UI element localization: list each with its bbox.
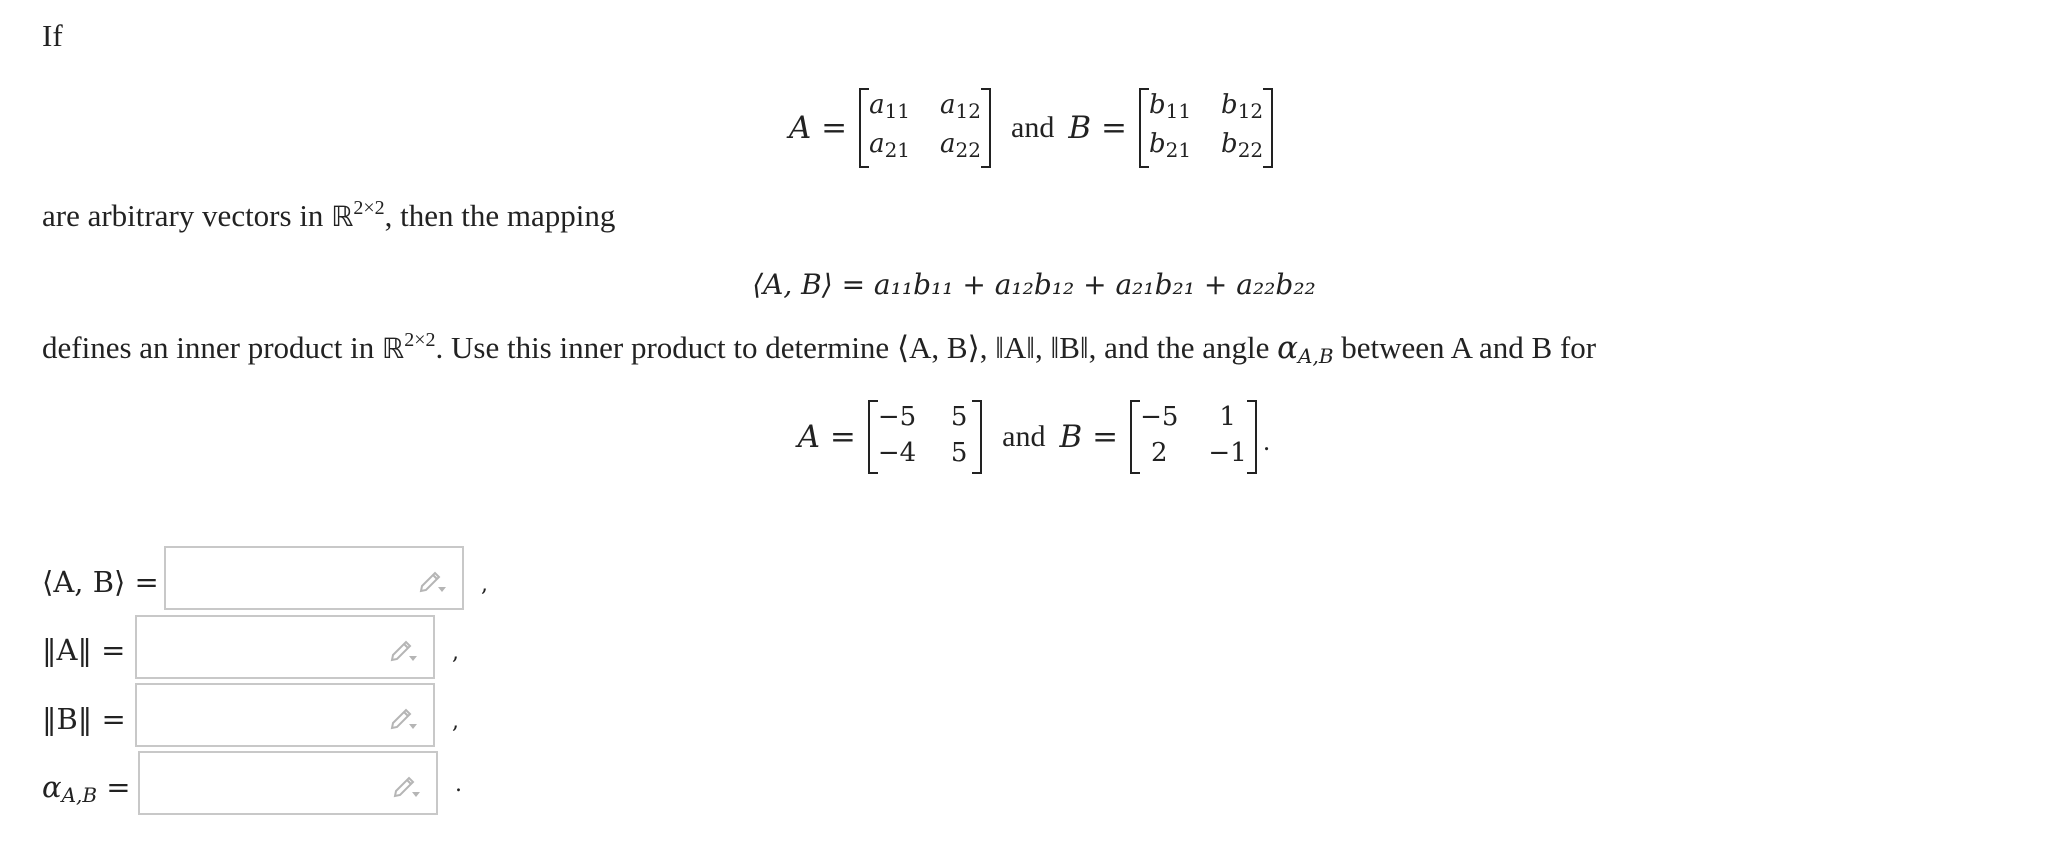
sentence3-before: defines an inner product in (42, 330, 383, 365)
alpha-label: α (42, 770, 62, 804)
matrix-a-value: −4 (877, 438, 917, 468)
answer-comma: , (452, 709, 459, 734)
real-space-exponent: 2×2 (353, 197, 385, 219)
sentence3-middle: . Use this inner product to determine ⟨A, B⟩, ‖A‖, ‖B‖, and the angle (435, 330, 1278, 365)
inner-product-formula (0, 262, 2068, 306)
matrix-cell-text: 21 (1165, 138, 1192, 162)
matrix-b-value: 2 (1150, 438, 1168, 468)
alpha-label-equals: = (97, 770, 131, 804)
lhs-b-specific: B = (1059, 419, 1119, 455)
matrix-a-cell: $a_{22}$ (940, 129, 981, 162)
inner-product-formula-text: ⟨A, B⟩ = a₁₁b₁₁ + a₁₂b₁₂ + a₂₁b₂₁ + a₂₂b₂₂ (752, 267, 1316, 301)
trailing-period: . (1262, 428, 1271, 456)
sentence-defines-inner-product (42, 330, 1596, 366)
lhs-a-specific: A = (797, 419, 856, 455)
general-matrix-a (859, 88, 991, 168)
matrix-a-cell: $a_{12}$ (940, 90, 981, 123)
answer-comma: , (481, 572, 488, 597)
specific-matrices-display (0, 396, 2068, 478)
pencil-dropdown-icon[interactable] (392, 771, 422, 799)
matrix-cell-text: 22 (1237, 138, 1264, 162)
sentence3-end: between A and B for (1333, 330, 1597, 365)
real-space-symbol: ℝ (331, 200, 354, 233)
pencil-dropdown-icon[interactable] (418, 566, 448, 594)
norm-b-answer-box[interactable] (135, 683, 435, 747)
angle-answer-box[interactable] (138, 751, 438, 815)
answer-label-norm-b: ‖B‖ = (42, 702, 126, 736)
lhs-b-general: B = (1068, 110, 1127, 146)
matrix-a-cell: $a_{11}$ (869, 90, 911, 123)
sentence-arbitrary-vectors (42, 198, 615, 231)
answer-label-inner-product: ⟨A, B⟩ = (42, 565, 159, 599)
alpha-symbol: α (1277, 330, 1299, 366)
alpha-label-subscript: A,B (61, 783, 98, 807)
sentence2-before: are arbitrary vectors in (42, 198, 332, 233)
matrix-b-cell: $b_{11}$ (1148, 90, 1192, 123)
answer-label-norm-a: ‖A‖ = (42, 633, 126, 667)
intro-if: If (42, 18, 63, 53)
and-word-general: and (1011, 111, 1055, 144)
matrix-a-value: −5 (877, 402, 917, 432)
specific-matrix-b (1130, 400, 1257, 474)
matrix-cell-text: 22 (955, 138, 981, 162)
norm-a-answer-box[interactable] (135, 615, 435, 679)
pencil-dropdown-icon[interactable] (389, 635, 419, 663)
general-matrix-b (1139, 88, 1273, 168)
matrix-cell-text: 12 (955, 99, 981, 123)
matrix-a-value: 5 (950, 402, 968, 432)
matrix-b-value: 1 (1219, 402, 1236, 432)
and-word-specific: and (1002, 420, 1046, 453)
answer-label-angle (42, 770, 131, 807)
sentence2-after: , then the mapping (384, 198, 616, 233)
matrix-a-value: 5 (950, 438, 968, 468)
lhs-a-general: A = (788, 110, 848, 146)
matrix-b-value: −1 (1208, 438, 1247, 468)
real-space-symbol: ℝ (382, 332, 405, 365)
answer-period: . (455, 772, 462, 797)
inner-product-answer-box[interactable] (164, 546, 464, 610)
matrix-b-cell: $b_{21}$ (1148, 129, 1192, 162)
matrix-b-value: −5 (1140, 402, 1179, 432)
real-space-exponent: 2×2 (404, 329, 436, 351)
matrix-cell-text: 11 (884, 99, 911, 123)
matrix-cell-text: 21 (884, 138, 911, 162)
specific-matrix-a (868, 400, 982, 474)
pencil-dropdown-icon[interactable] (389, 703, 419, 731)
general-matrices-display (0, 88, 2068, 168)
matrix-b-cell: $b_{22}$ (1221, 129, 1264, 162)
matrix-b-cell: $b_{12}$ (1221, 90, 1264, 123)
matrix-cell-text: 12 (1237, 99, 1264, 123)
answer-comma: , (452, 640, 459, 665)
alpha-subscript: A,B (1298, 344, 1334, 368)
matrix-a-cell: $a_{21}$ (869, 129, 911, 162)
matrix-cell-text: 11 (1165, 99, 1192, 123)
